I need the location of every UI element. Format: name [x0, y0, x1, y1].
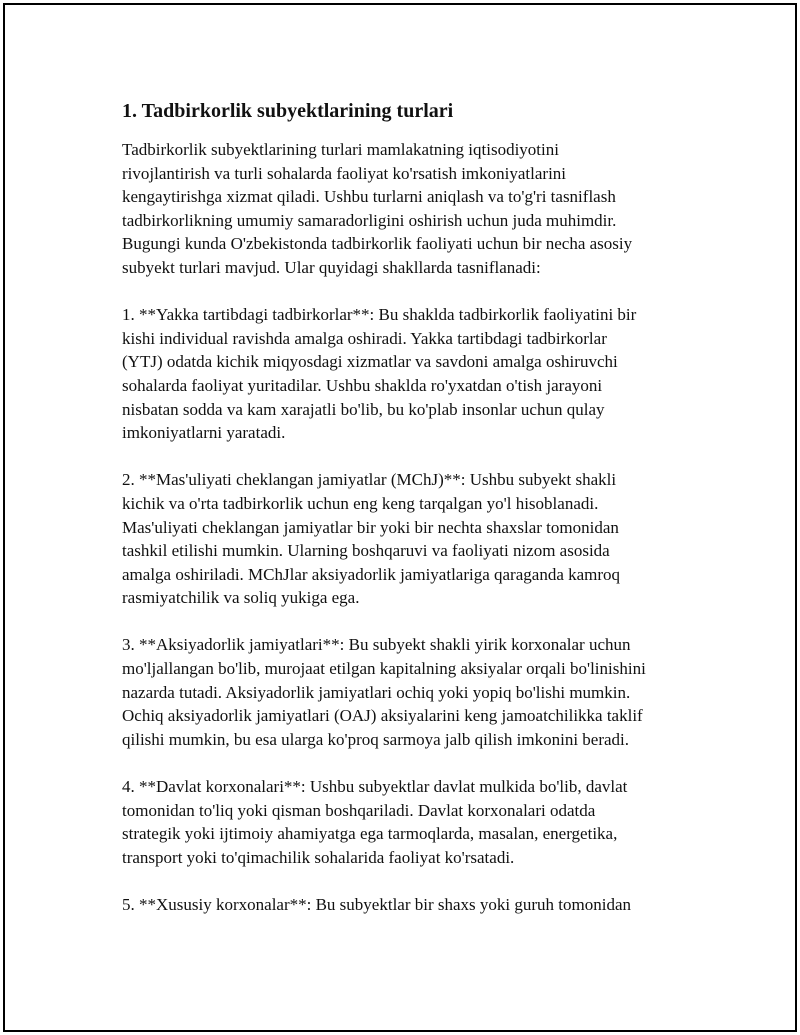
paragraph-item-5: 5. **Xususiy korxonalar**: Bu subyektlar bir shaxs yoki guruh tomonidan	[122, 895, 632, 914]
paragraph-item-2: 2. **Mas'uliyati cheklangan jamiyatlar (MChJ)**: Ushbu subyekt shakli kichik va o'rta tadbirkorlik uchun eng keng tarqalgan yo'l hisoblanadi. Mas'uliyati cheklangan jamiyatlar bir yoki bir nechta shaxslar tomonidan tashkil etilishi mumkin. Ularning boshqaruvi va faoliyati nizom asosida amalga oshiriladi. MChJlar aksiyadorlik jamiyatlariga qaraganda kamroq rasmiyatchilik va soliq yukiga ega.	[122, 470, 621, 608]
section-heading: 1. Tadbirkorlik subyektlarining turlari	[122, 100, 454, 122]
page-frame	[3, 3, 797, 1032]
paragraph-item-1: 1. **Yakka tartibdagi tadbirkorlar**: Bu shaklda tadbirkorlik faoliyatini bir kishi individual ravishda amalga oshiradi. Yakka tartibdagi tadbirkorlar (YTJ) odatda kichik miqyosdagi xizmatlar va savdoni amalga oshiruvchi sohalarda faoliyat yuritadilar. Ushbu shaklda ro'yxatdan o'tish jarayoni nisbatan sodda va kam xarajatli bo'lib, bu ko'plab insonlar uchun qulay imkoniyatlarni yaratadi.	[122, 305, 637, 443]
document-body	[122, 97, 702, 940]
paragraph-intro: Tadbirkorlik subyektlarining turlari mamlakatning iqtisodiyotini rivojlantirish va turli sohalarda faoliyat ko'rsatish imkoniyatlarini kengaytirishga xizmat qiladi. Ushbu turlarni aniqlash va to'g'ri tasniflash tadbirkorlikning umumiy samaradorligini oshirish uchun juda muhimdir. Bugungi kunda O'zbekistonda tadbirkorlik faoliyati uchun bir necha asosiy subyekt turlari mavjud. Ular quyidagi shakllarda tasniflanadi:	[122, 140, 633, 277]
paragraph-item-3: 3. **Aksiyadorlik jamiyatlari**: Bu subyekt shakli yirik korxonalar uchun mo'ljallangan bo'lib, murojaat etilgan kapitalning aksiyalar orqali bo'linishini nazarda tutadi. Aksiyadorlik jamiyatlari ochiq yoki yopiq bo'lishi mumkin. Ochiq aksiyadorlik jamiyatlari (OAJ) aksiyalarini keng jamoatchilikka taklif qilishi mumkin, bu esa ularga ko'proq sarmoya jalb qilish imkonini beradi.	[122, 635, 646, 749]
paragraph-item-4: 4. **Davlat korxonalari**: Ushbu subyektlar davlat mulkida bo'lib, davlat tomonidan to'liq yoki qisman boshqariladi. Davlat korxonalari odatda strategik yoki ijtimoiy ahamiyatga ega tarmoqlarda, masalan, energetika, transport yoki to'qimachilik sohalarida faoliyat ko'rsatadi.	[122, 777, 628, 867]
